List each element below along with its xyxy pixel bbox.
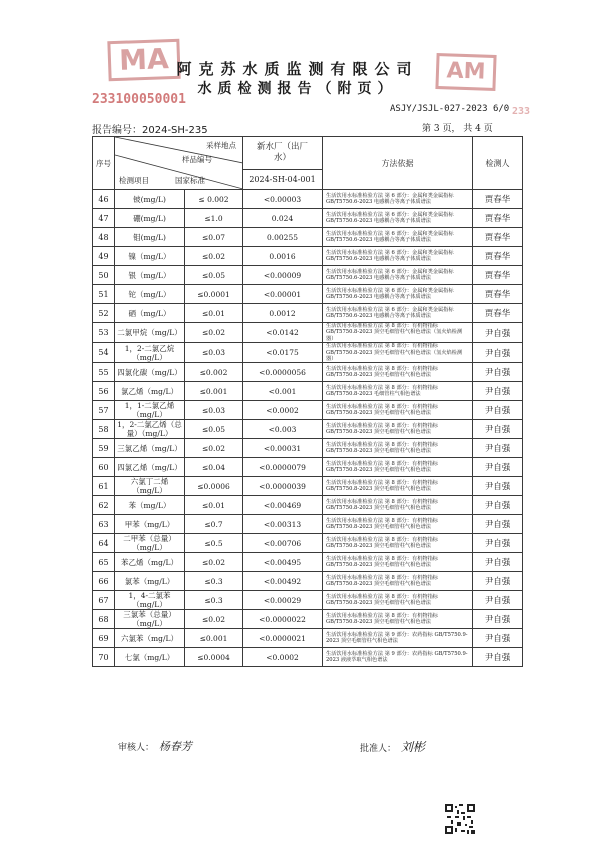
reviewer-block xyxy=(118,738,192,754)
row-method: 生活饮用水标准检验方法 第 6 部分：金属和类金属指标 GB/T5750.6-2023 电感耦合等离子体质谱法 xyxy=(323,190,473,209)
row-tester: 尹自强 xyxy=(473,458,523,477)
row-value: 0.0016 xyxy=(243,247,323,266)
row-value: <0.0002 xyxy=(243,648,323,667)
row-standard: ≤0.05 xyxy=(185,266,243,285)
row-method: 生活饮用水标准检验方法 第 8 部分：有机物指标 GB/T5750.8-2023 顶空毛细管柱气相色谱法 xyxy=(323,363,473,382)
header-sample-site: 采样地点 xyxy=(206,141,236,150)
row-value: <0.00029 xyxy=(243,591,323,610)
row-method: 生活饮用水标准检验方法 第 6 部分：金属和类金属指标 GB/T5750.6-2023 电感耦合等离子体质谱法 xyxy=(323,209,473,228)
table-row xyxy=(93,363,523,382)
row-item: 硼(mg/L) xyxy=(115,209,185,228)
table-row xyxy=(93,439,523,458)
table-row xyxy=(93,266,523,285)
row-item: 甲苯（mg/L） xyxy=(115,515,185,534)
row-item: 七氯（mg/L） xyxy=(115,648,185,667)
row-tester: 贾春华 xyxy=(473,247,523,266)
row-item: 四氯化碳（mg/L） xyxy=(115,363,185,382)
row-item: 铊（mg/L） xyxy=(115,285,185,304)
row-value: 0.0012 xyxy=(243,304,323,323)
row-seq: 66 xyxy=(93,572,115,591)
row-value: 0.024 xyxy=(243,209,323,228)
table-row xyxy=(93,228,523,247)
row-standard: ≤0.03 xyxy=(185,401,243,420)
row-item: 1，4-二氯苯（mg/L） xyxy=(115,591,185,610)
row-method: 生活饮用水标准检验方法 第 9 部分：农药指标 GB/T5750.9-2023 顶空毛细管柱气相色谱法 xyxy=(323,629,473,648)
row-value: <0.0000022 xyxy=(243,610,323,629)
results-table xyxy=(92,136,523,667)
row-standard: ≤0.0001 xyxy=(185,285,243,304)
table-row xyxy=(93,209,523,228)
row-item: 银（mg/L） xyxy=(115,266,185,285)
row-value: <0.00003 xyxy=(243,190,323,209)
row-standard: ≤0.02 xyxy=(185,610,243,629)
row-item: 苯（mg/L） xyxy=(115,496,185,515)
row-item: 1，2-二氯乙烯（总量）（mg/L） xyxy=(115,420,185,439)
row-method: 生活饮用水标准检验方法 第 8 部分：有机物指标 GB/T5750.8-2023 顶空毛细管柱气相色谱法（氢火焰检测器） xyxy=(323,323,473,343)
row-seq: 46 xyxy=(93,190,115,209)
row-item: 三氯苯（总量）（mg/L） xyxy=(115,610,185,629)
table-row xyxy=(93,477,523,496)
row-item: 钼(mg/L) xyxy=(115,228,185,247)
row-method: 生活饮用水标准检验方法 第 8 部分：有机物指标 GB/T5750.8-2023 顶空毛细管柱气相色谱法 xyxy=(323,515,473,534)
header-tester: 检测人 xyxy=(473,137,523,190)
certificate-number: 233100050001 xyxy=(92,92,186,107)
row-seq: 48 xyxy=(93,228,115,247)
row-tester: 尹自强 xyxy=(473,477,523,496)
reviewer-label: 审核人： xyxy=(118,743,155,753)
row-value: <0.00495 xyxy=(243,553,323,572)
row-tester: 贾春华 xyxy=(473,285,523,304)
row-item: 硒（mg/L） xyxy=(115,304,185,323)
row-value: <0.00469 xyxy=(243,496,323,515)
row-tester: 尹自强 xyxy=(473,591,523,610)
row-standard: ≤0.002 xyxy=(185,363,243,382)
row-standard: ≤0.0006 xyxy=(185,477,243,496)
report-number: 报告编号：2024-SH-235 xyxy=(92,125,208,136)
row-item: 氯苯（mg/L） xyxy=(115,572,185,591)
header-site-value: 新水厂（出厂水） xyxy=(256,142,308,163)
row-seq: 65 xyxy=(93,553,115,572)
row-seq: 54 xyxy=(93,343,115,363)
row-standard: ≤0.001 xyxy=(185,629,243,648)
page-info: 第 3 页， 共 4 页 xyxy=(422,124,493,134)
table-row xyxy=(93,304,523,323)
row-value: <0.0000079 xyxy=(243,458,323,477)
row-value: <0.0002 xyxy=(243,401,323,420)
row-seq: 62 xyxy=(93,496,115,515)
table-row xyxy=(93,458,523,477)
table-row xyxy=(93,343,523,363)
row-value: <0.0000039 xyxy=(243,477,323,496)
row-seq: 60 xyxy=(93,458,115,477)
row-tester: 尹自强 xyxy=(473,323,523,343)
row-value: <0.00031 xyxy=(243,439,323,458)
row-value: <0.00009 xyxy=(243,266,323,285)
row-value: <0.003 xyxy=(243,420,323,439)
row-seq: 70 xyxy=(93,648,115,667)
row-seq: 55 xyxy=(93,363,115,382)
row-value: <0.00706 xyxy=(243,534,323,553)
table-row xyxy=(93,591,523,610)
row-tester: 尹自强 xyxy=(473,629,523,648)
header-method: 方法依据 xyxy=(323,137,473,190)
header-item: 检测项目 xyxy=(119,176,149,185)
row-item: 三氯乙烯（mg/L） xyxy=(115,439,185,458)
row-tester: 贾春华 xyxy=(473,190,523,209)
row-standard: ≤0.07 xyxy=(185,228,243,247)
row-method: 生活饮用水标准检验方法 第 8 部分：有机物指标 GB/T5750.8-2023 顶空毛细管柱气相色谱法（氢火焰检测器） xyxy=(323,343,473,363)
row-seq: 50 xyxy=(93,266,115,285)
row-item: 1，1-二氯乙烯（mg/L） xyxy=(115,401,185,420)
row-seq: 52 xyxy=(93,304,115,323)
row-standard: ≤0.3 xyxy=(185,591,243,610)
row-seq: 49 xyxy=(93,247,115,266)
row-tester: 贾春华 xyxy=(473,266,523,285)
row-item: 铍(mg/L) xyxy=(115,190,185,209)
report-title: 水质检测报告（附页） xyxy=(197,81,398,97)
header-sample-no: 样品编号 xyxy=(182,155,212,164)
table-row xyxy=(93,648,523,667)
table-row xyxy=(93,190,523,209)
table-row xyxy=(93,401,523,420)
qr-code-icon xyxy=(445,804,475,834)
row-tester: 贾春华 xyxy=(473,209,523,228)
row-item: 六氯丁二烯（mg/L） xyxy=(115,477,185,496)
row-item: 六氯苯（mg/L） xyxy=(115,629,185,648)
row-value: <0.00492 xyxy=(243,572,323,591)
row-standard: ≤0.02 xyxy=(185,247,243,266)
table-row xyxy=(93,572,523,591)
row-method: 生活饮用水标准检验方法 第 8 部分：有机物指标 GB/T5750.8-2023 顶空毛细管柱气相色谱法 xyxy=(323,572,473,591)
table-row xyxy=(93,629,523,648)
row-item: 苯乙烯（mg/L） xyxy=(115,553,185,572)
row-item: 1，2-二氯乙烷（mg/L） xyxy=(115,343,185,363)
row-method: 生活饮用水标准检验方法 第 6 部分：金属和类金属指标 GB/T5750.6-2023 电感耦合等离子体质谱法 xyxy=(323,228,473,247)
table-row xyxy=(93,382,523,401)
row-seq: 63 xyxy=(93,515,115,534)
row-seq: 69 xyxy=(93,629,115,648)
row-tester: 尹自强 xyxy=(473,382,523,401)
row-value: <0.0175 xyxy=(243,343,323,363)
row-standard: ≤1.0 xyxy=(185,209,243,228)
table-row xyxy=(93,553,523,572)
company-title: 阿克苏水质监测有限公司 xyxy=(176,60,419,78)
row-method: 生活饮用水标准检验方法 第 9 部分：农药指标 GB/T5750.9-2023 液液萃取气相色谱法 xyxy=(323,648,473,667)
row-tester: 尹自强 xyxy=(473,496,523,515)
row-seq: 61 xyxy=(93,477,115,496)
row-tester: 尹自强 xyxy=(473,363,523,382)
row-method: 生活饮用水标准检验方法 第 6 部分：金属和类金属指标 GB/T5750.6-2023 电感耦合等离子体质谱法 xyxy=(323,266,473,285)
row-seq: 51 xyxy=(93,285,115,304)
row-item: 二氯甲烷（mg/L） xyxy=(115,323,185,343)
ma-stamp: MA xyxy=(107,39,180,81)
table-row xyxy=(93,247,523,266)
row-value: <0.0000056 xyxy=(243,363,323,382)
row-seq: 58 xyxy=(93,420,115,439)
row-standard: ≤0.02 xyxy=(185,323,243,343)
row-standard: ≤0.01 xyxy=(185,304,243,323)
row-tester: 尹自强 xyxy=(473,610,523,629)
reviewer-signature: 杨春芳 xyxy=(158,740,192,753)
row-tester: 尹自强 xyxy=(473,553,523,572)
row-standard: ≤0.3 xyxy=(185,572,243,591)
row-method: 生活饮用水标准检验方法 第 8 部分：有机物指标 GB/T5750.8-2023 顶空毛细管柱气相色谱法 xyxy=(323,610,473,629)
row-value: <0.0142 xyxy=(243,323,323,343)
row-method: 生活饮用水标准检验方法 第 8 部分：有机物指标 GB/T5750.8-2023 顶空毛细管柱气相色谱法 xyxy=(323,534,473,553)
row-value: <0.0000021 xyxy=(243,629,323,648)
row-tester: 尹自强 xyxy=(473,648,523,667)
row-standard: ≤0.04 xyxy=(185,458,243,477)
row-value: 0.00255 xyxy=(243,228,323,247)
row-tester: 尹自强 xyxy=(473,401,523,420)
row-item: 四氯乙烯（mg/L） xyxy=(115,458,185,477)
row-tester: 尹自强 xyxy=(473,343,523,363)
row-item: 氯乙烯（mg/L） xyxy=(115,382,185,401)
row-method: 生活饮用水标准检验方法 第 6 部分：金属和类金属指标 GB/T5750.6-2023 电感耦合等离子体质谱法 xyxy=(323,304,473,323)
row-method: 生活饮用水标准检验方法 第 8 部分：有机物指标 GB/T5750.8-2023 顶空毛细管柱气相色谱法 xyxy=(323,439,473,458)
row-value: <0.001 xyxy=(243,382,323,401)
row-value: <0.00313 xyxy=(243,515,323,534)
row-method: 生活饮用水标准检验方法 第 8 部分：有机物指标 GB/T5750.8-2023 毛细管柱气相色谱法 xyxy=(323,382,473,401)
row-standard: ≤0.03 xyxy=(185,343,243,363)
header-sample-id: 2024-SH-04-001 xyxy=(243,169,322,189)
row-method: 生活饮用水标准检验方法 第 8 部分：有机物指标 GB/T5750.8-2023 顶空毛细管柱气相色谱法 xyxy=(323,496,473,515)
row-method: 生活饮用水标准检验方法 第 8 部分：有机物指标 GB/T5750.8-2023 顶空毛细管柱气相色谱法 xyxy=(323,477,473,496)
row-method: 生活饮用水标准检验方法 第 8 部分：有机物指标 GB/T5750.8-2023 顶空毛细管柱气相色谱法 xyxy=(323,553,473,572)
row-seq: 64 xyxy=(93,534,115,553)
row-tester: 尹自强 xyxy=(473,515,523,534)
table-row xyxy=(93,610,523,629)
table-row xyxy=(93,323,523,343)
cma-stamp-right: AM xyxy=(435,53,496,91)
row-standard: ≤0.02 xyxy=(185,439,243,458)
table-row xyxy=(93,496,523,515)
row-tester: 尹自强 xyxy=(473,534,523,553)
header-diagonal-cell xyxy=(115,137,243,190)
header-seq: 序号 xyxy=(93,137,115,190)
row-standard: ≤ 0.002 xyxy=(185,190,243,209)
row-method: 生活饮用水标准检验方法 第 8 部分：有机物指标 GB/T5750.8-2023 顶空毛细管柱气相色谱法 xyxy=(323,458,473,477)
table-row xyxy=(93,420,523,439)
document-number: ASJY/JSJL-027-2023 6/0 xyxy=(390,104,510,114)
table-row xyxy=(93,515,523,534)
approver-label: 批准人： xyxy=(360,744,397,754)
row-standard: ≤0.001 xyxy=(185,382,243,401)
row-seq: 68 xyxy=(93,610,115,629)
approver-block xyxy=(360,738,425,755)
row-tester: 尹自强 xyxy=(473,420,523,439)
row-tester: 尹自强 xyxy=(473,572,523,591)
row-item: 镍（mg/L） xyxy=(115,247,185,266)
row-standard: ≤0.01 xyxy=(185,496,243,515)
row-tester: 贾春华 xyxy=(473,304,523,323)
row-standard: ≤0.02 xyxy=(185,553,243,572)
row-method: 生活饮用水标准检验方法 第 8 部分：有机物指标 GB/T5750.8-2023 顶空毛细管柱气相色谱法 xyxy=(323,420,473,439)
row-method: 生活饮用水标准检验方法 第 6 部分：金属和类金属指标 GB/T5750.6-2023 电感耦合等离子体质谱法 xyxy=(323,285,473,304)
row-standard: ≤0.0004 xyxy=(185,648,243,667)
certificate-number-right: 233 xyxy=(512,106,531,117)
row-standard: ≤0.05 xyxy=(185,420,243,439)
row-method: 生活饮用水标准检验方法 第 6 部分：金属和类金属指标 GB/T5750.6-2023 电感耦合等离子体质谱法 xyxy=(323,247,473,266)
row-value: <0.00001 xyxy=(243,285,323,304)
row-seq: 56 xyxy=(93,382,115,401)
row-item: 二甲苯（总量）（mg/L） xyxy=(115,534,185,553)
approver-signature: 刘彬 xyxy=(400,740,425,754)
row-method: 生活饮用水标准检验方法 第 8 部分：有机物指标 GB/T5750.8-2023 顶空毛细管柱气相色谱法 xyxy=(323,591,473,610)
row-standard: ≤0.7 xyxy=(185,515,243,534)
table-row xyxy=(93,285,523,304)
row-seq: 67 xyxy=(93,591,115,610)
row-tester: 尹自强 xyxy=(473,439,523,458)
row-seq: 59 xyxy=(93,439,115,458)
row-seq: 57 xyxy=(93,401,115,420)
row-standard: ≤0.5 xyxy=(185,534,243,553)
row-method: 生活饮用水标准检验方法 第 8 部分：有机物指标 GB/T5750.8-2023 顶空毛细管柱气相色谱法 xyxy=(323,401,473,420)
table-row xyxy=(93,534,523,553)
row-tester: 贾春华 xyxy=(473,228,523,247)
header-sample-column xyxy=(243,137,323,190)
header-standard: 国家标准 xyxy=(175,176,205,185)
row-seq: 47 xyxy=(93,209,115,228)
row-seq: 53 xyxy=(93,323,115,343)
